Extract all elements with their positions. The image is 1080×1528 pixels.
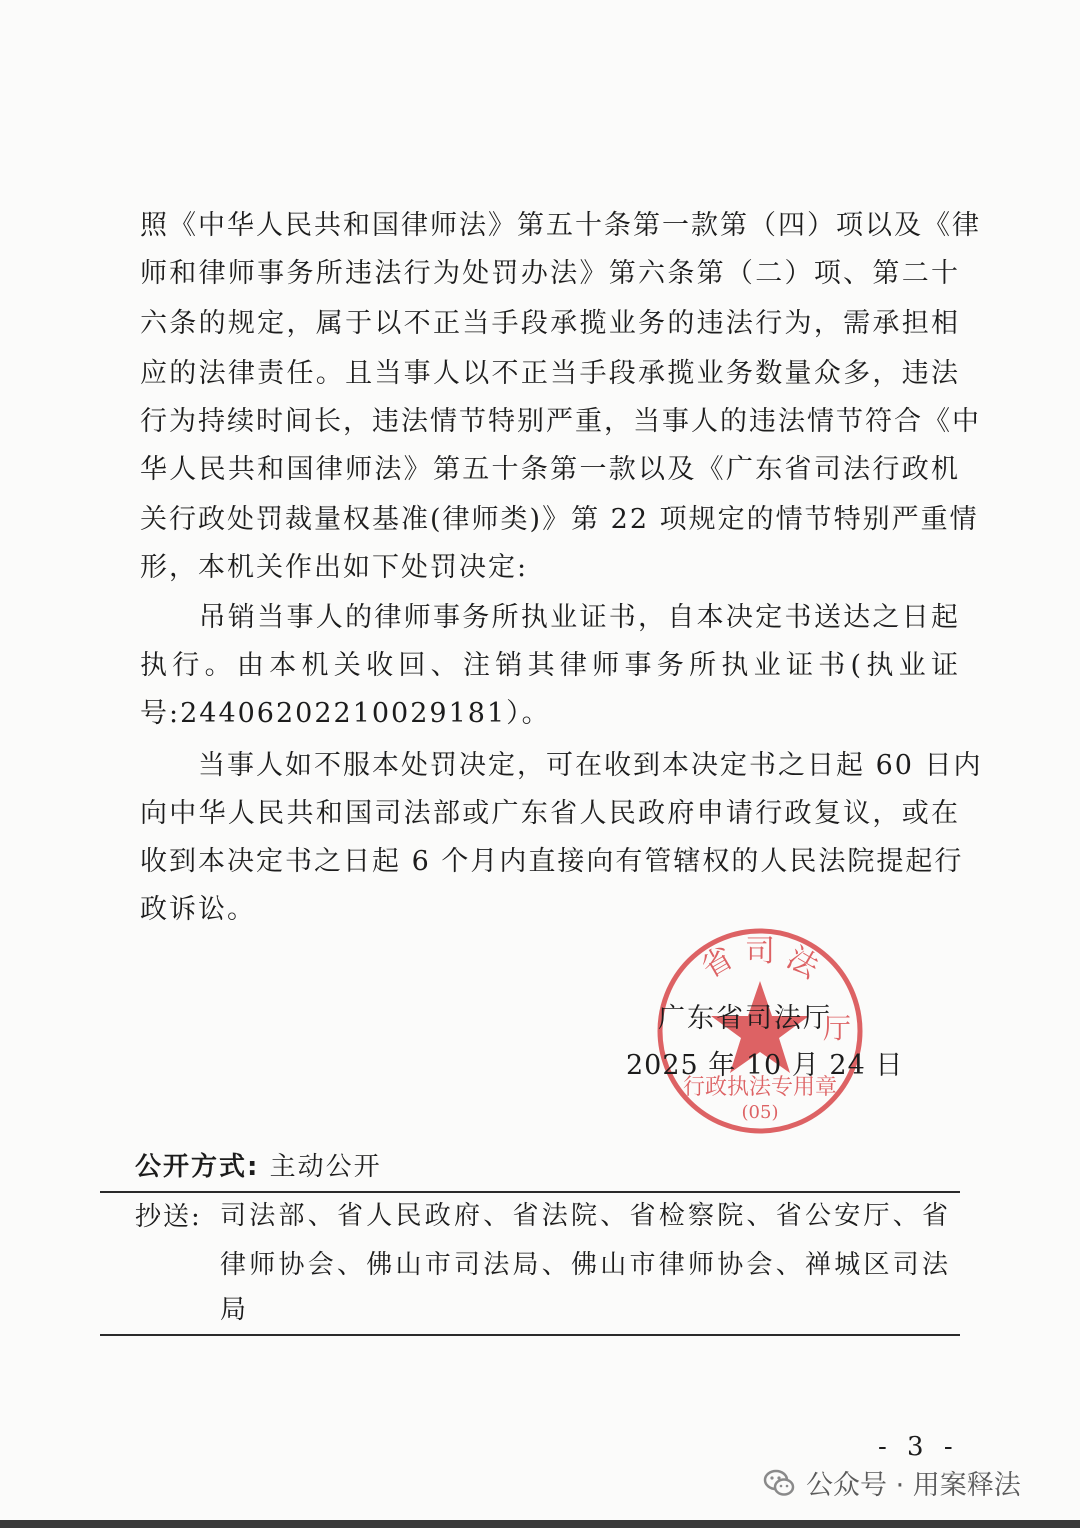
wechat-icon bbox=[762, 1466, 796, 1500]
body-line: 收到本决定书之日起 6 个月内直接向有管辖权的人民法院提起行 bbox=[140, 846, 964, 877]
body-line: 当事人如不服本处罚决定，可在收到本决定书之日起 60 日内 bbox=[140, 750, 983, 781]
disclosure-line bbox=[135, 1146, 382, 1183]
watermark bbox=[762, 1463, 1021, 1502]
cc-label: 抄送: bbox=[135, 1202, 202, 1232]
body-line: 形，本机关作出如下处罚决定: bbox=[140, 552, 529, 583]
body-line: 照《中华人民共和国律师法》第五十条第一款第（四）项以及《律 bbox=[140, 210, 981, 241]
seal-code: (05) bbox=[741, 1102, 779, 1123]
disclosure-value: 主动公开 bbox=[269, 1152, 382, 1182]
body-line: 应的法律责任。且当事人以不正当手段承揽业务数量众多，违法 bbox=[140, 358, 960, 389]
seal-bottom-text: 行政执法专用章 bbox=[682, 1075, 838, 1100]
seal-right-text: 厅 bbox=[823, 1012, 852, 1045]
page-number: - 3 - bbox=[878, 1432, 959, 1462]
seal-top-text: 省 司 法 bbox=[695, 934, 825, 986]
cc-line: 局 bbox=[220, 1295, 249, 1325]
body-line: 关行政处罚裁量权基准(律师类)》第 22 项规定的情节特别严重情 bbox=[140, 504, 979, 535]
cc-line: 律师协会、佛山市司法局、佛山市律师协会、禅城区司法 bbox=[220, 1250, 950, 1280]
disclosure-label: 公开方式: bbox=[135, 1152, 260, 1182]
watermark-text: 公众号 · 用案释法 bbox=[806, 1470, 1021, 1501]
body-line: 师和律师事务所违法行为处罚办法》第六条第（二）项、第二十 bbox=[140, 258, 960, 289]
body-line: 六条的规定，属于以不正当手段承揽业务的违法行为，需承担相 bbox=[140, 308, 960, 339]
body-line: 政诉讼。 bbox=[140, 894, 256, 925]
scan-edge bbox=[0, 1520, 1080, 1528]
body-line: 华人民共和国律师法》第五十条第一款以及《广东省司法行政机 bbox=[140, 454, 960, 485]
issue-date: 2025 年 10 月 24 日 bbox=[626, 1050, 904, 1081]
body-line: 号:24406202210029181）。 bbox=[140, 698, 551, 729]
divider-bottom bbox=[100, 1334, 960, 1336]
issuer-name: 广东省司法厅 bbox=[658, 1003, 832, 1034]
body-line: 行为持续时间长，违法情节特别严重，当事人的违法情节符合《中 bbox=[140, 406, 981, 437]
body-line: 吊销当事人的律师事务所执业证书，自本决定书送达之日起 bbox=[140, 602, 960, 633]
divider-top bbox=[100, 1191, 960, 1193]
body-line: 执行。由本机关收回、注销其律师事务所执业证书(执业证 bbox=[140, 650, 960, 681]
body-line: 向中华人民共和国司法部或广东省人民政府申请行政复议，或在 bbox=[140, 798, 960, 829]
cc-line: 司法部、省人民政府、省法院、省检察院、省公安厅、省 bbox=[220, 1201, 950, 1231]
